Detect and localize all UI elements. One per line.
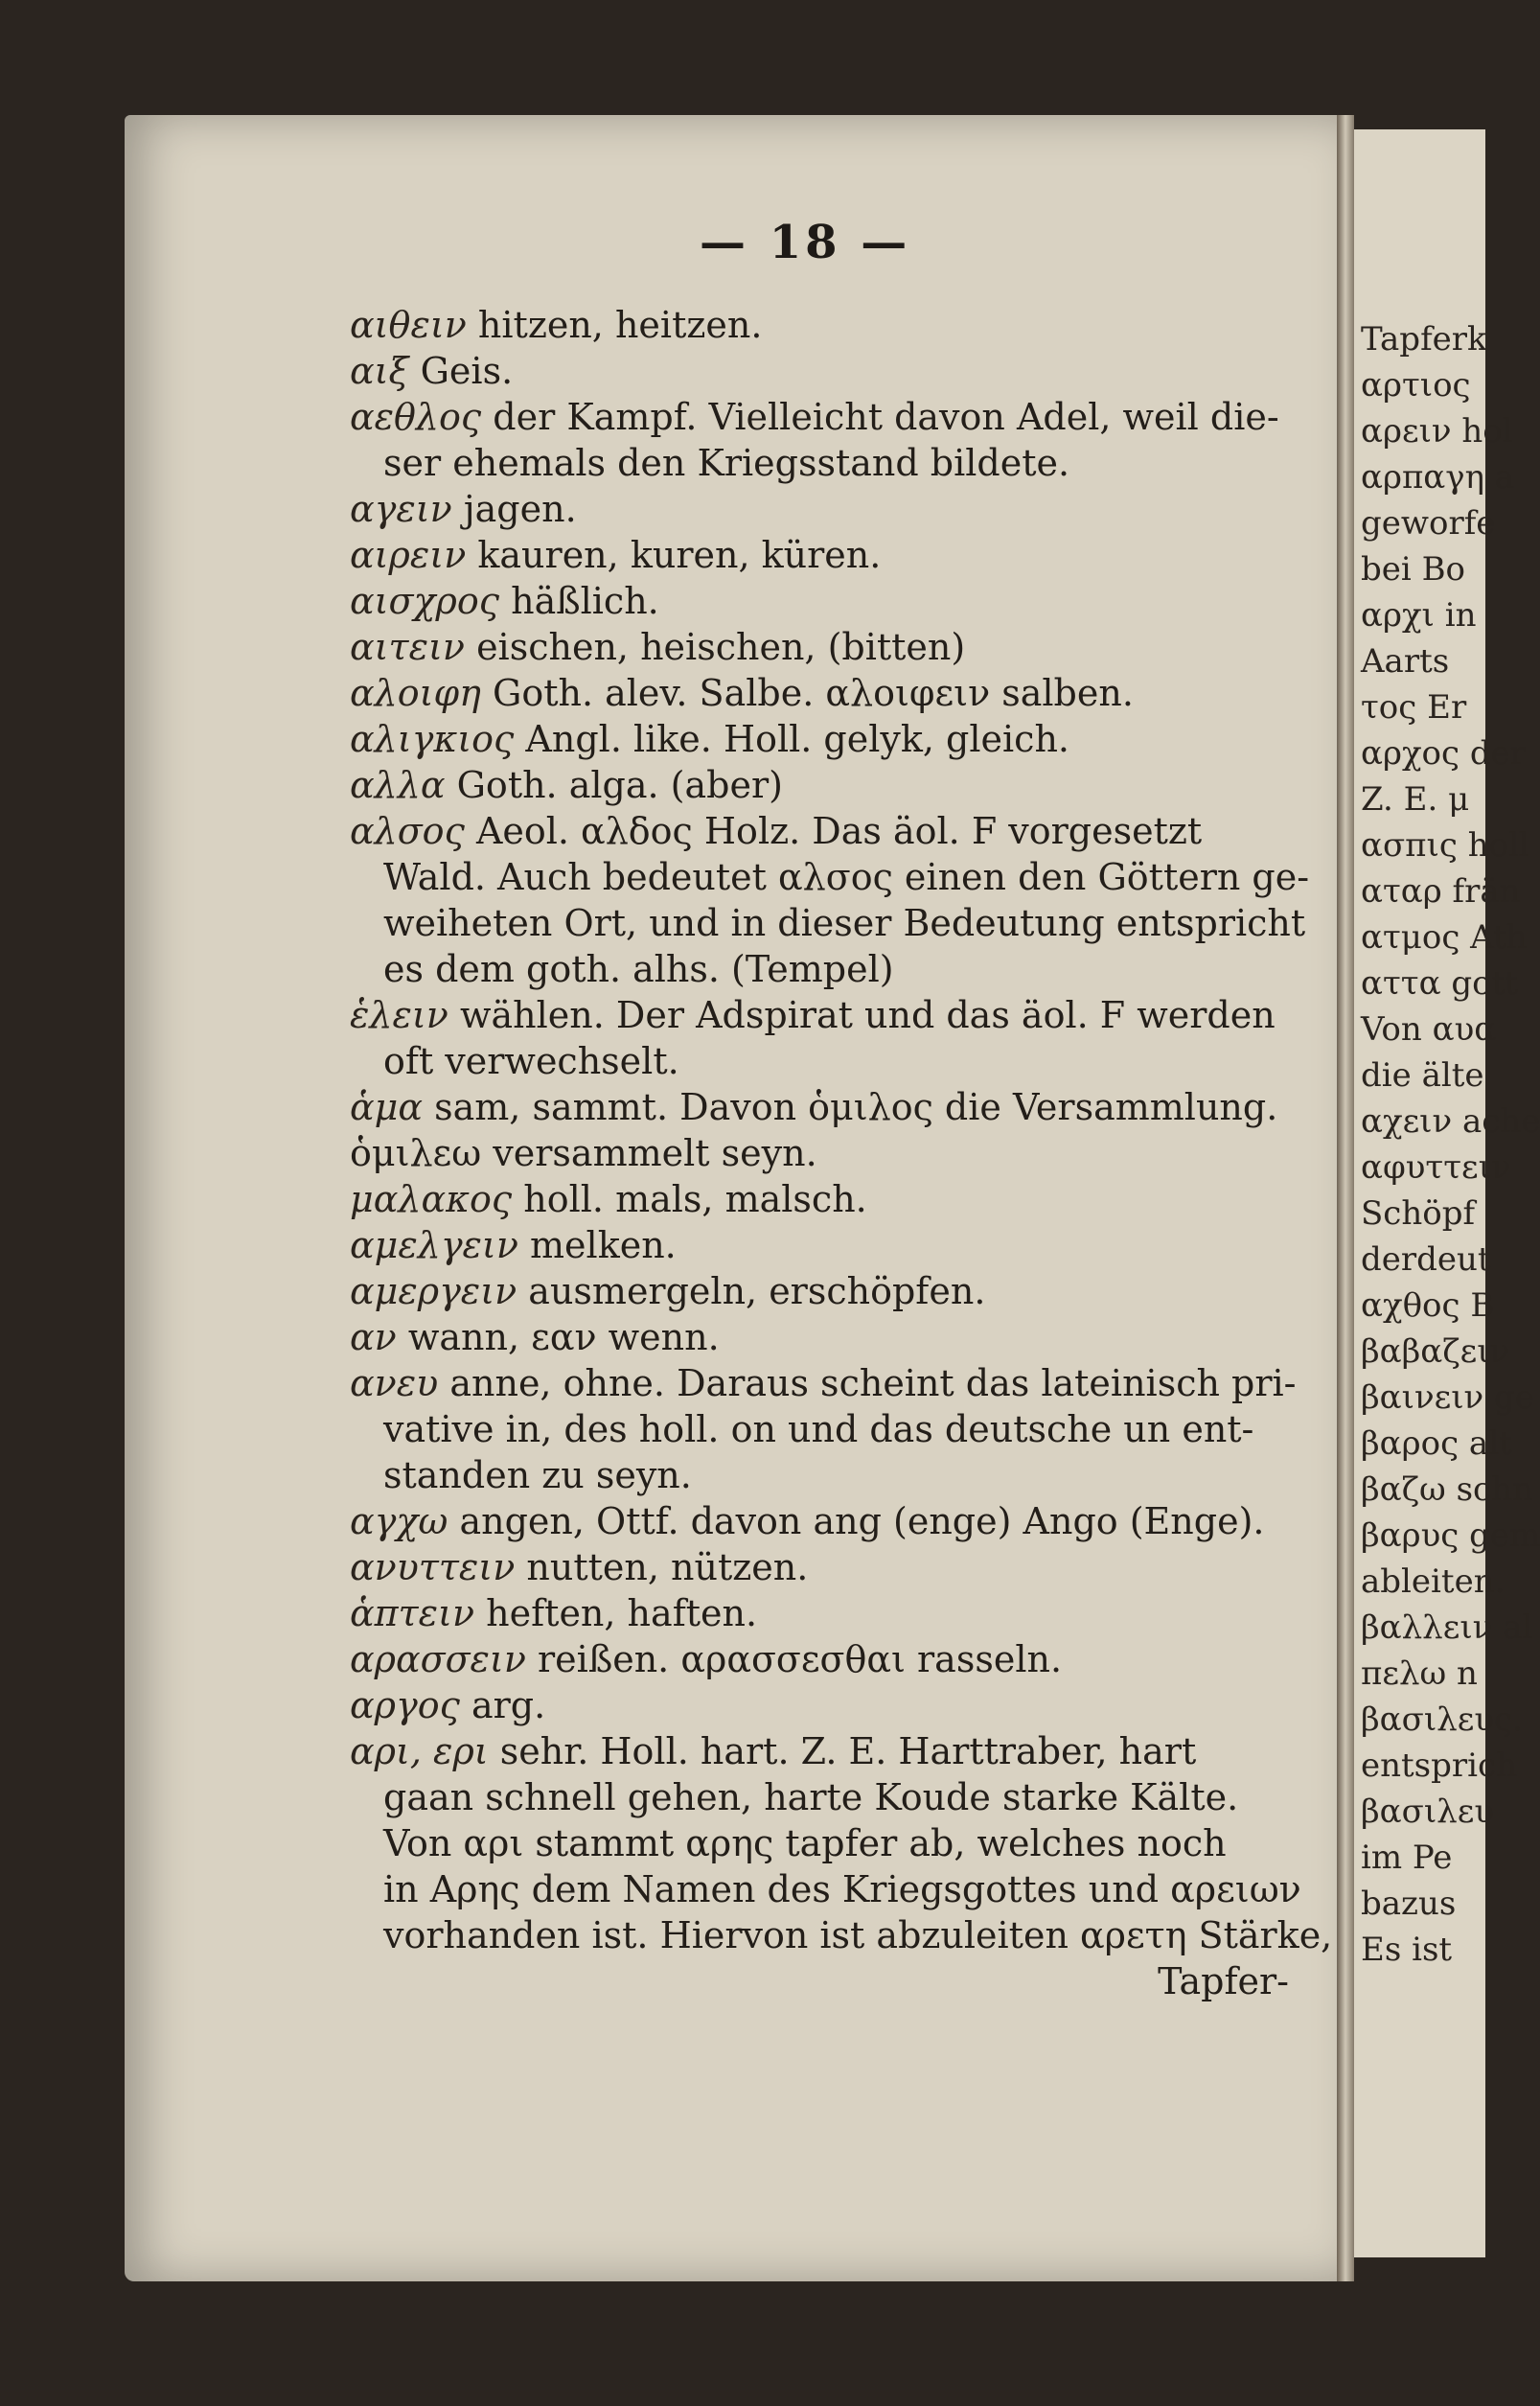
entry-text: angen, Ottf. davon ang (enge) Ango (Enge). (448, 1500, 1265, 1542)
entry-text: arg. (459, 1684, 546, 1726)
entry-text: in Αρης dem Namen des Kriegsgottes und αρειων (383, 1868, 1301, 1910)
entry-line (350, 992, 1327, 1038)
greek-headword: ανευ (350, 1362, 439, 1404)
greek-headword: αλλα (350, 764, 446, 806)
catchword: Tapfer- (1158, 1960, 1289, 2002)
right-page-fragment: Aarts (1361, 642, 1450, 681)
entry-line (350, 624, 1327, 670)
greek-headword: αργος (350, 1684, 460, 1726)
entry-text: vative in, des holl. on und das deutsche un ent- (383, 1408, 1254, 1450)
entry-text: weiheten Ort, und in dieser Bedeutung entspricht (383, 902, 1306, 944)
greek-headword: αισχρος (350, 580, 500, 622)
entry-line (350, 1360, 1327, 1406)
entry-line (350, 302, 1327, 348)
entry-line (350, 1406, 1327, 1452)
entry-text: reißen. αρασσεσθαι rasseln. (525, 1638, 1063, 1680)
right-page-fragment: αχειν ache (1361, 1102, 1540, 1141)
greek-headword: αεθλος (350, 396, 482, 438)
right-page-fragments (1361, 316, 1540, 1973)
entry-line (350, 1268, 1327, 1314)
entry-line (350, 1176, 1327, 1222)
book-spine (1337, 115, 1354, 2281)
greek-headword: αιθειν (350, 304, 467, 346)
right-page-fragment: βαβαζειν (1361, 1332, 1510, 1371)
right-page-fragment: βαρος alt (1361, 1424, 1512, 1463)
greek-headword: ἑλειν (350, 994, 448, 1036)
right-page-fragment: derdeut (1361, 1240, 1491, 1279)
entry-text: Goth. alev. Salbe. αλοιφειν salben. (480, 672, 1134, 714)
entry-line (350, 1038, 1327, 1084)
greek-headword: αλοιφη (350, 672, 481, 714)
entry-text: es dem goth. alhs. (Tempel) (383, 948, 894, 990)
entry-text: Geis. (408, 350, 514, 392)
right-page-fragment: βαινειν ge (1361, 1378, 1534, 1417)
greek-headword: ἁμα (350, 1086, 424, 1128)
right-page-fragment: ασπις holl (1361, 826, 1529, 865)
entry-line (350, 1636, 1327, 1682)
entry-line (350, 1084, 1327, 1130)
entry-line (350, 1314, 1327, 1360)
right-page-fragment: entsprich (1361, 1747, 1517, 1785)
right-page-fragment: αχθος B (1361, 1286, 1495, 1325)
entry-text: Von αρι stammt αρης tapfer ab, welches noch (383, 1822, 1227, 1864)
right-page-fragment: Schöpf (1361, 1194, 1476, 1233)
entry-line (350, 1820, 1327, 1866)
right-page-fragment: Z. E. μ (1361, 780, 1470, 819)
entry-text: gaan schnell gehen, harte Koude starke Kälte. (383, 1776, 1239, 1818)
right-page-fragment: Tapferk (1361, 320, 1487, 359)
entry-line (350, 762, 1327, 808)
right-page-fragment: βαλλειν al (1361, 1608, 1533, 1647)
entry-text: oft verwechselt. (383, 1040, 679, 1082)
right-page-fragment: αφυττειν (1361, 1148, 1511, 1187)
entry-text: Wald. Auch bedeutet αλσος einen den Göttern ge- (383, 856, 1310, 898)
greek-headword: αρι, ερι (350, 1730, 489, 1772)
dictionary-entries (350, 302, 1333, 2004)
entry-line (350, 1774, 1327, 1820)
entry-line (350, 532, 1327, 578)
greek-headword: αν (350, 1316, 397, 1358)
entry-line (350, 1498, 1327, 1544)
right-page-fragment: βαρυς gem (1361, 1516, 1540, 1555)
right-page-fragment: αττα gott (1361, 964, 1518, 1003)
entry-line (350, 440, 1327, 486)
greek-headword: αμελγειν (350, 1224, 518, 1266)
greek-headword: αμεργειν (350, 1270, 517, 1312)
greek-headword: αρασσειν (350, 1638, 526, 1680)
greek-headword: αιξ (350, 350, 409, 392)
right-page-fragment: geworfe (1361, 504, 1496, 543)
entry-line (350, 486, 1327, 532)
entry-text: vorhanden ist. Hiervon ist abzuleiten αρετη Stärke, (383, 1914, 1333, 1956)
right-page-fragment: ατμος Ath (1361, 918, 1528, 957)
entry-line (350, 1866, 1327, 1912)
right-page-fragment: βαζω schn (1361, 1470, 1533, 1509)
right-page-fragment: αρειν hol (1361, 412, 1513, 451)
greek-headword: ἁπτειν (350, 1592, 475, 1634)
entry-line (350, 900, 1327, 946)
entry-text: der Kampf. Vielleicht davon Adel, weil die- (481, 396, 1279, 438)
entry-line (350, 854, 1327, 900)
entry-text: holl. mals, malsch. (512, 1178, 867, 1220)
right-page-fragment: πελω n (1361, 1654, 1478, 1693)
entry-line (350, 670, 1327, 716)
entry-text: melken. (517, 1224, 677, 1266)
entry-text: jagen. (451, 488, 577, 530)
entry-line (350, 578, 1327, 624)
entry-line (350, 1590, 1327, 1636)
entry-line (350, 946, 1327, 992)
entry-text: heften, haften. (474, 1592, 758, 1634)
entry-line (350, 394, 1327, 440)
entry-text: wann, εαν wenn. (396, 1316, 720, 1358)
right-page-fragment: αρτιος (1361, 366, 1471, 405)
greek-headword: αγειν (350, 488, 452, 530)
entry-line (350, 716, 1327, 762)
page-number: — 18 — (700, 216, 911, 269)
right-page-fragment: Es ist (1361, 1931, 1453, 1969)
right-page-fragment: αρχος der (1361, 734, 1527, 773)
entry-text: ser ehemals den Kriegsstand bildete. (383, 442, 1070, 484)
entry-line (350, 1544, 1327, 1590)
entry-text: häßlich. (499, 580, 659, 622)
entry-line (350, 1728, 1327, 1774)
right-page-fragment: αρχι in (1361, 596, 1477, 635)
entry-text: Goth. alga. (aber) (445, 764, 783, 806)
entry-line (350, 1682, 1327, 1728)
right-page-fragment: βασιλευς. (1361, 1700, 1523, 1739)
greek-headword: ανυττειν (350, 1546, 516, 1588)
right-page-fragment: αταρ frän (1361, 872, 1521, 911)
entry-line (350, 808, 1327, 854)
entry-text: eischen, heischen, (bitten) (464, 626, 966, 668)
right-page-fragment: τος Er (1361, 688, 1467, 727)
greek-headword: αιτειν (350, 626, 465, 668)
entry-text: wählen. Der Adspirat und das äol. F werden (448, 994, 1276, 1036)
entry-text: sehr. Holl. hart. Z. E. Harttraber, hart (488, 1730, 1197, 1772)
entry-text: standen zu seyn. (383, 1454, 692, 1496)
entry-text: anne, ohne. Daraus scheint das lateinisch pri- (438, 1362, 1297, 1404)
entry-text: nutten, nützen. (515, 1546, 809, 1588)
right-page-fragment: im Pe (1361, 1839, 1453, 1877)
entry-text: Angl. like. Holl. gelyk, gleich. (514, 718, 1070, 760)
greek-headword: αλιγκιος (350, 718, 515, 760)
right-page-fragment: Von αυα (1361, 1010, 1497, 1049)
right-page-fragment: αρπαγη a (1361, 458, 1515, 497)
entry-line (350, 1222, 1327, 1268)
greek-headword: αγχω (350, 1500, 448, 1542)
greek-headword: αιρειν (350, 534, 467, 576)
right-page-fragment: bazus (1361, 1885, 1457, 1923)
entry-line (350, 1912, 1333, 1958)
entry-text: hitzen, heitzen. (466, 304, 763, 346)
right-page-fragment: bei Bo (1361, 550, 1466, 589)
greek-headword: αλσος (350, 810, 465, 852)
entry-text: Aeol. αλδος Holz. Das äol. F vorgesetzt (464, 810, 1203, 852)
entry-line (350, 1130, 1327, 1176)
right-page-fragment: ableiten. (1361, 1562, 1506, 1601)
entry-text: ὁμιλεω versammelt seyn. (350, 1132, 817, 1174)
entry-line (350, 348, 1327, 394)
entry-text: ausmergeln, erschöpfen. (517, 1270, 986, 1312)
entry-text: kauren, kuren, küren. (466, 534, 882, 576)
right-page-fragment: die älte (1361, 1056, 1484, 1095)
entry-text: sam, sammt. Davon ὁμιλος die Versammlung. (423, 1086, 1278, 1128)
greek-headword: μαλακος (350, 1178, 513, 1220)
right-page-fragment: βασιλευ (1361, 1793, 1494, 1831)
entry-line (350, 1452, 1327, 1498)
